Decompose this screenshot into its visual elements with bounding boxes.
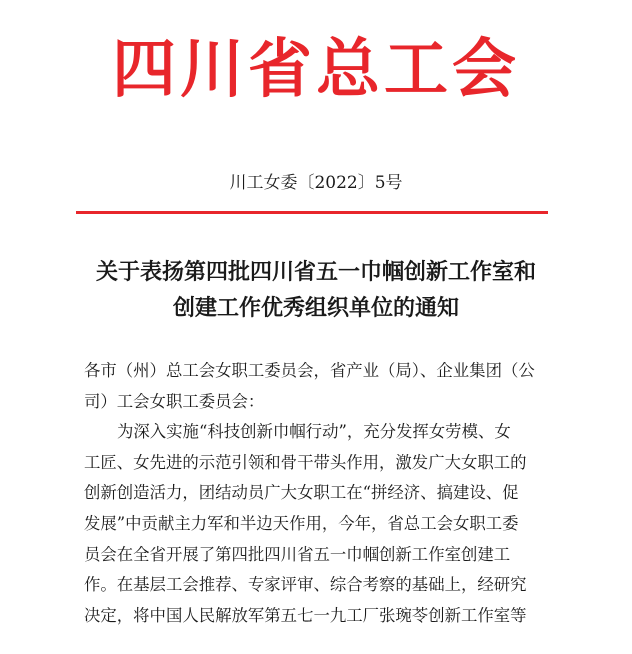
body-line: 创新创造活力，团结动员广大女职工在“拼经济、搞建设、促: [84, 483, 519, 503]
body-line: 发展”中贡献主力军和半边天作用，今年，省总工会女职工委: [84, 513, 519, 533]
document-number: 川工女委〔2022〕5号: [229, 173, 403, 193]
body-line-salutation-cont: 司）工会女职工委员会：: [84, 391, 265, 411]
body-line: 员会在全省开展了第四批四川省五一巾帼创新工作室创建工: [84, 544, 511, 564]
body-line-salutation: 各市（州）总工会女职工委员会，省产业（局）、企业集团（公: [84, 361, 535, 380]
body-line-paragraph-start: 为深入实施“科技创新巾帼行动”，充分发挥女劳模、女: [117, 422, 511, 442]
title-line: 创建工作优秀组织单位的通知: [172, 295, 459, 321]
red-divider-line: [76, 211, 548, 214]
body-line: 工匠、女先进的示范引领和骨干带头作用，激发广大女职工的: [84, 452, 527, 472]
document-title: [60, 254, 572, 326]
body-line: 作。在基层工会推荐、专家评审、综合考察的基础上，经研究: [84, 575, 527, 595]
body-line: 决定，将中国人民解放军第五七一九工厂张琬苓创新工作室等: [84, 605, 527, 625]
title-line: 关于表扬第四批四川省五一巾帼创新工作室和: [95, 259, 536, 285]
organization-header: 四川省总工会: [112, 32, 520, 107]
document-body: [84, 356, 560, 631]
